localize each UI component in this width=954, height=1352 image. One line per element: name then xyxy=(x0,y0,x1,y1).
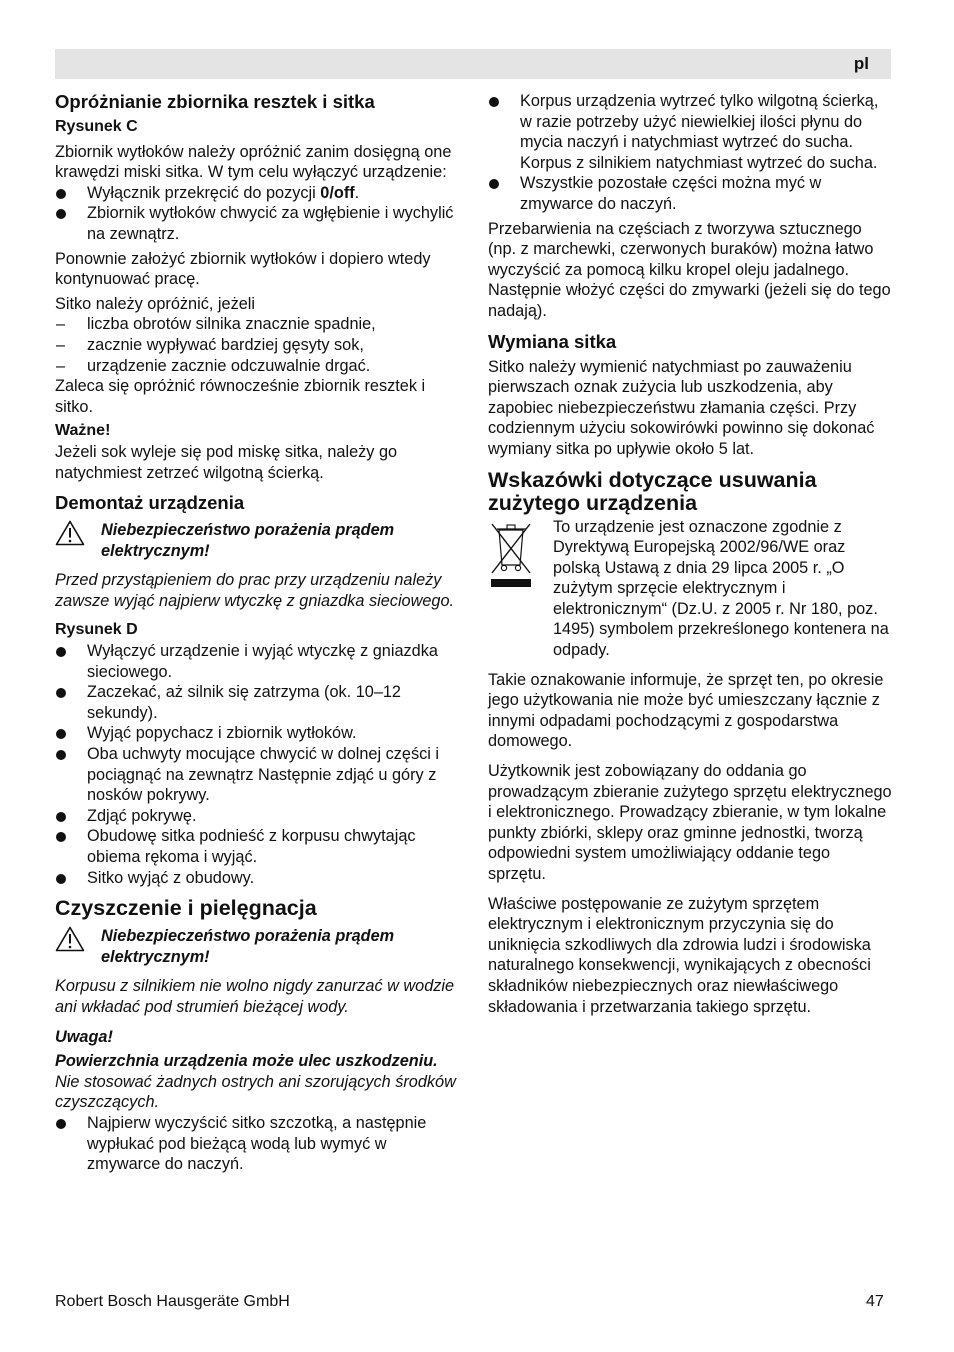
crossed-out-bin-icon xyxy=(488,521,534,591)
paragraph: Zaleca się opróżnić równocześnie zbiornik resztek i sitko. xyxy=(55,377,426,416)
section-title-cleaning: Czyszczenie i pielęgnacja xyxy=(55,896,317,921)
paragraph: Korpusu z silnikiem nie wolno nigdy zanurzać w wodzie ani wkładać pod strumień bieżącej wody. xyxy=(55,977,455,1016)
list-item: Obudowę sitka podnieść z korpusu chwytając obiema rękoma i wyjąć. xyxy=(55,826,457,867)
page-number: 47 xyxy=(866,1293,884,1310)
list-item: Wszystkie pozostałe części można myć w zmywarce do naczyń. xyxy=(488,173,892,214)
list-item: – liczba obrotów silnika znacznie spadnie, xyxy=(55,314,457,335)
list-item: – zacznie wypływać bardziej gęsyty sok, xyxy=(55,335,457,356)
bullet-list xyxy=(488,91,892,215)
paragraph: Takie oznakowanie informuje, że sprzęt ten, po okresie jego użytkowania nie może być umieszczany łącznie z innymi odpadami pochodzącymi z gospodarstwa domowego. xyxy=(488,670,884,751)
list-item: Zbiornik wytłoków chwycić za wgłębienie i wychylić na zewnątrz. xyxy=(55,203,457,244)
paragraph: Przed przystąpieniem do prac przy urządzeniu należy zawsze wyjąć najpierw wtyczkę z gniazdka sieciowego. xyxy=(55,571,455,610)
bullet-list xyxy=(55,641,457,888)
list-item: Wyłączyć urządzenie i wyjąć wtyczkę z gniazdka sieciowego. xyxy=(55,641,457,682)
section-title-sieve-replacement: Wymiana sitka xyxy=(488,330,617,352)
weee-block xyxy=(488,517,892,661)
paragraph: Właściwe postępowanie ze zużytym sprzętem elektrycznym i elektronicznym przyczynia się do uniknięcia szkodliwych dla zdrowia ludzi i środowiska naturalnego konsekwencji, wynikających z obecności składników niebezpiecznych oraz niewłaściwego składowania i przetwarzania takiego sprzętu. xyxy=(488,894,871,1016)
list-item: Wyłącznik przekręcić do pozycji 0/off. xyxy=(55,183,457,204)
section-title-disposal: Wskazówki dotyczące usuwania zużytego urządzenia xyxy=(488,467,817,515)
paragraph: Jeżeli sok wyleje się pod miskę sitka, należy go natychmiest zetrzeć wilgotną ścierką. xyxy=(55,442,398,482)
warning-text: Niebezpieczeństwo porażenia prądem elektrycznym! xyxy=(101,521,395,560)
caution-text: Nie stosować żadnych ostrych ani szorujących środków czyszczących. xyxy=(55,1072,456,1112)
paragraph: Użytkownik jest zobowiązany do oddania go prowadzącym zbieranie zużytego sprzętu elektrycznego i elektronicznego. Prowadzący zbieranie, w tym lokalne punkty zbiórki, sklepy oraz gminne jednostki, tworzą odpowiedni system umożliwiający oddanie tego sprzętu. xyxy=(488,762,892,883)
paragraph: Ponownie założyć zbiornik wytłoków i dopiero wtedy kontynuować pracę. xyxy=(55,249,431,289)
list-item: Korpus urządzenia wytrzeć tylko wilgotną ścierką, w razie potrzeby użyć niewielkiej ilości płynu do mycia naczyń i natychmiast wytrzeć do sucha. Korpus z silnikiem natychmiast wytrzeć do sucha. xyxy=(488,91,892,173)
warning-triangle-icon xyxy=(55,520,85,546)
paragraph: Przebarwienia na częściach z tworzywa sztucznego (np. z marchewki, czerwonych buraków) można łatwo wyczyścić za pomocą kilku kropel oleju jadalnego. Następnie włożyć części do zmywarki (jeżeli się do tego nadają). xyxy=(488,219,891,320)
list-item: Najpierw wyczyścić sitko szczotką, a następnie wypłukać pod bieżącą wodą lub wymyć w zmywarce do naczyń. xyxy=(55,1113,457,1175)
section-title-emptying: Opróżnianie zbiornika resztek i sitka xyxy=(55,91,375,112)
left-column xyxy=(55,91,457,1175)
header-bar xyxy=(55,49,891,79)
language-code: pl xyxy=(853,54,869,73)
list-item: – urządzenie zacznie odczuwalnie drgać. xyxy=(55,356,457,377)
warning-block xyxy=(55,520,457,561)
figure-ref-d: Rysunek D xyxy=(55,621,138,639)
warning-block xyxy=(55,926,457,967)
list-item: Zaczekać, aż silnik się zatrzyma (ok. 10–12 sekundy). xyxy=(55,682,457,723)
figure-ref-c: Rysunek C xyxy=(55,118,138,135)
caution-label: Uwaga! xyxy=(55,1027,113,1046)
list-item: Oba uchwyty mocujące chwycić w dolnej części i pociągnąć na zewnątrz Następnie zdjąć u góry z nosków pokrywy. xyxy=(55,744,457,806)
warning-triangle-icon xyxy=(55,926,85,952)
paragraph: Zbiornik wytłoków należy opróżnić zanim dosięgną one krawędzi miski sitka. W tym celu wyłączyć urządzenie: xyxy=(55,142,452,182)
section-title-disassembly: Demontaż urządzenia xyxy=(55,492,245,514)
footer-company: Robert Bosch Hausgeräte GmbH xyxy=(55,1293,290,1310)
caution-heading: Powierzchnia urządzenia może ulec uszkodzeniu. xyxy=(55,1052,438,1071)
switch-position: 0/off xyxy=(320,183,355,202)
important-label: Ważne! xyxy=(55,422,111,440)
right-column xyxy=(488,91,892,1017)
list-item: Zdjąć pokrywę. xyxy=(55,806,457,827)
bullet-list xyxy=(55,183,457,245)
list-item: Sitko wyjąć z obudowy. xyxy=(55,868,457,889)
list-item: Wyjąć popychacz i zbiornik wytłoków. xyxy=(55,723,457,744)
paragraph: To urządzenie jest oznaczone zgodnie z Dyrektywą Europejską 2002/96/WE oraz polską Ustawą z dnia 29 lipca 2005 r. „O zużytym sprzęcie elektrycznym i elektronicznym“ (Dz.U. z 2005 r. Nr 180, poz. 1495) symbolem przekreślonego kontenera na odpady. xyxy=(553,517,889,660)
paragraph: Sitko należy wymienić natychmiast po zauważeniu pierwszach oznak zużycia lub uszkodzenia, aby zapobiec niebezpieczeństwu złamania części. Przy codziennym użyciu sokowirówki powinno się dokonać wymiany sitka po upływie około 5 lat. xyxy=(488,357,875,458)
bullet-list xyxy=(55,1113,457,1175)
warning-text: Niebezpieczeństwo porażenia prądem elektrycznym! xyxy=(101,927,395,966)
paragraph: Sitko należy opróżnić, jeżeli xyxy=(55,294,255,313)
dash-list xyxy=(55,314,457,376)
